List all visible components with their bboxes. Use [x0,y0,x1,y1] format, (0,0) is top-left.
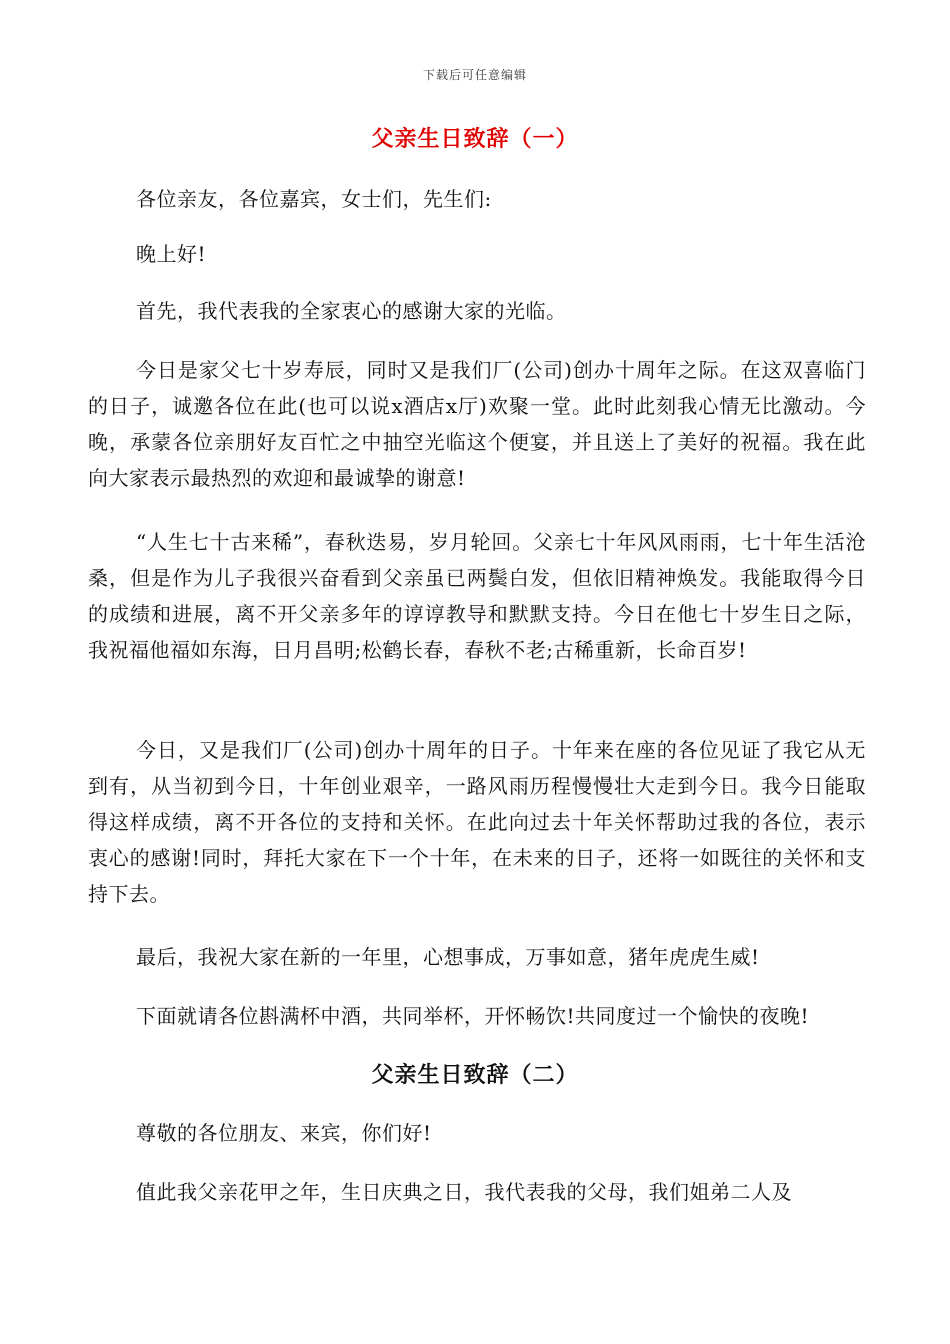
section-title-2: 父亲生日致辞（二） [371,1062,579,1088]
paragraph-birthday-anniversary: 今日是家父七十岁寿辰，同时又是我们厂(公司)创办十周年之际。在这双喜临门的日子，诚邀各位在此(也可以说x酒店x厅)欢聚一堂。此时此刻我心情无比激动。今晚，承蒙各位亲朋好友百忙之中抽空光临这个便宴，并且送上了美好的祝福。我在此向大家表示最热烈的欢迎和最诚挚的谢意! [88,358,866,490]
paragraph-good-evening: 晚上好! [136,242,207,266]
paragraph-new-year-wish: 最后，我祝大家在新的一年里，心想事成，万事如意，猪年虎虎生威! [136,945,760,969]
paragraph-opening-2: 值此我父亲花甲之年，生日庆典之日，我代表我的父母，我们姐弟二人及 [136,1180,792,1204]
paragraph-company-decade: 今日，又是我们厂(公司)创办十周年的日子。十年来在座的各位见证了我它从无到有，从当初到今日，十年创业艰辛，一路风雨历程慢慢壮大走到今日。我今日能取得这样成绩，离不开各位的支持和关怀。在此向过去十年关怀帮助过我的各位，表示衷心的感谢!同时，拜托大家在下一个十年，在未来的日子，还将一如既往的关怀和支持下去。 [88,738,866,906]
paragraph-father-blessing: “人生七十古来稀”，春秋迭易，岁月轮回。父亲七十年风风雨雨，七十年生活沧桑，但是作为儿子我很兴奋看到父亲虽已两鬓白发，但依旧精神焕发。我能取得今日的成绩和进展，离不开父亲多年的谆谆教导和默默支持。今日在他七十岁生日之际，我祝福他福如东海，日月昌明;松鹤长春，春秋不老;古稀重新，长命百岁! [88,530,866,662]
header-note: 下载后可任意编辑 [422,68,527,82]
section-title-1: 父亲生日致辞（一） [371,126,579,152]
paragraph-salutation-2: 尊敬的各位朋友、来宾，你们好! [136,1121,432,1145]
paragraph-thanks: 首先，我代表我的全家衷心的感谢大家的光临。 [136,299,567,323]
paragraph-toast: 下面就请各位斟满杯中酒，共同举杯，开怀畅饮!共同度过一个愉快的夜晚! [136,1004,810,1028]
paragraph-greeting: 各位亲友，各位嘉宾，女士们，先生们: [136,187,492,211]
